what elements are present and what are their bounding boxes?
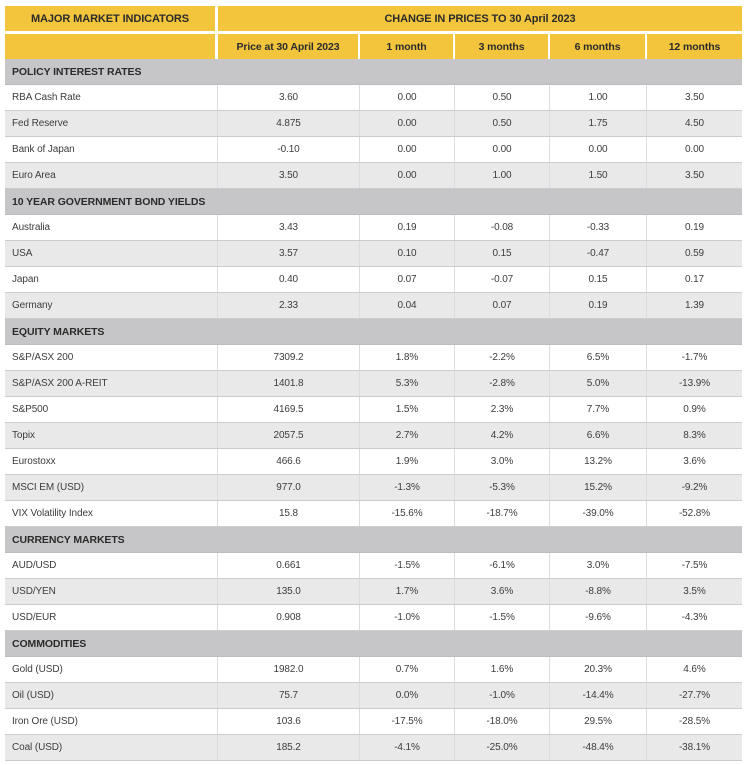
change-in-prices-header: CHANGE IN PRICES TO 30 April 2023	[218, 6, 742, 31]
value-cell: 29.5%	[550, 709, 647, 734]
value-cell: 3.50	[684, 92, 705, 103]
value-cell: 3.43	[218, 215, 360, 240]
value-cell: -1.3%	[360, 475, 455, 500]
table-row	[5, 605, 742, 631]
value-cell: 0.908	[218, 605, 360, 630]
table-row	[5, 683, 742, 709]
value-cell: -28.5%	[678, 716, 711, 727]
value-cell: 0.40	[218, 267, 360, 292]
value-cell: 7309.2	[218, 345, 360, 370]
value-cell: 15.2%	[550, 475, 647, 500]
row-label: Bank of Japan	[5, 137, 218, 162]
value-cell: -14.4%	[550, 683, 647, 708]
value-cell: -39.0%	[550, 501, 647, 526]
table-row	[5, 657, 742, 683]
value-cell: -48.4%	[550, 735, 647, 760]
value-cell: 0.19	[684, 222, 705, 233]
value-cell: 2.7%	[360, 423, 455, 448]
value-cell: 0.7%	[360, 657, 455, 682]
value-cell: 0.17	[684, 274, 705, 285]
value-cell: 1.6%	[455, 657, 550, 682]
value-cell: -9.2%	[681, 482, 708, 493]
value-cell: 0.50	[455, 111, 550, 136]
value-cell: -15.6%	[360, 501, 455, 526]
value-cell: 4.875	[218, 111, 360, 136]
value-cell: 15.8	[218, 501, 360, 526]
value-cell: 1.5%	[360, 397, 455, 422]
value-cell: -27.7%	[678, 690, 711, 701]
row-label: Euro Area	[5, 163, 218, 188]
value-cell: 0.9%	[683, 404, 706, 415]
column-header-3-months: 3 months	[455, 34, 550, 59]
section-header-policy-interest-rates: POLICY INTEREST RATES	[5, 59, 742, 85]
value-cell: 8.3%	[683, 430, 706, 441]
value-cell: -2.8%	[455, 371, 550, 396]
table-row	[5, 111, 742, 137]
table-title-row	[5, 6, 742, 31]
value-cell: 20.3%	[550, 657, 647, 682]
value-cell: 185.2	[218, 735, 360, 760]
row-label: USD/YEN	[5, 579, 218, 604]
value-cell: 4.6%	[683, 664, 706, 675]
value-cell: -17.5%	[360, 709, 455, 734]
value-cell: -0.10	[218, 137, 360, 162]
row-label: S&P/ASX 200 A-REIT	[5, 371, 218, 396]
value-cell: 0.59	[684, 248, 705, 259]
value-cell: 0.0%	[360, 683, 455, 708]
row-label: S&P500	[5, 397, 218, 422]
value-cell: -0.47	[550, 241, 647, 266]
table-row	[5, 735, 742, 761]
value-cell: 4169.5	[218, 397, 360, 422]
value-cell: 1.50	[550, 163, 647, 188]
row-label: Australia	[5, 215, 218, 240]
value-cell: 0.00	[360, 111, 455, 136]
value-cell: -52.8%	[678, 508, 711, 519]
value-cell: -25.0%	[455, 735, 550, 760]
table-row	[5, 579, 742, 605]
value-cell: 0.00	[455, 137, 550, 162]
value-cell: -18.7%	[455, 501, 550, 526]
value-cell: 2057.5	[218, 423, 360, 448]
value-cell: 3.6%	[455, 579, 550, 604]
value-cell: 0.15	[455, 241, 550, 266]
row-label: AUD/USD	[5, 553, 218, 578]
value-cell: 0.19	[360, 215, 455, 240]
value-cell: 3.60	[218, 85, 360, 110]
table-row	[5, 423, 742, 449]
row-label: Germany	[5, 293, 218, 318]
table-row	[5, 501, 742, 527]
value-cell: 0.07	[360, 267, 455, 292]
value-cell: 7.7%	[550, 397, 647, 422]
value-cell: -1.5%	[360, 553, 455, 578]
table-row	[5, 553, 742, 579]
table-row	[5, 137, 742, 163]
value-cell: 1401.8	[218, 371, 360, 396]
value-cell: 1.7%	[360, 579, 455, 604]
value-cell: -7.5%	[681, 560, 708, 571]
table-row	[5, 709, 742, 735]
table-row	[5, 267, 742, 293]
value-cell: 103.6	[218, 709, 360, 734]
value-cell: 1.00	[455, 163, 550, 188]
table-row	[5, 85, 742, 111]
value-cell: 0.00	[360, 163, 455, 188]
value-cell: 75.7	[218, 683, 360, 708]
value-cell: -4.3%	[681, 612, 708, 623]
value-cell: -18.0%	[455, 709, 550, 734]
value-cell: 0.661	[218, 553, 360, 578]
value-cell: 2.33	[218, 293, 360, 318]
value-cell: 3.5%	[683, 586, 706, 597]
value-cell: 0.00	[684, 144, 705, 155]
section-header-10-year-government-bond-yields: 10 YEAR GOVERNMENT BOND YIELDS	[5, 189, 742, 215]
value-cell: 3.0%	[550, 553, 647, 578]
value-cell: 466.6	[218, 449, 360, 474]
empty-header-cell	[5, 34, 218, 59]
table-row	[5, 345, 742, 371]
value-cell: 3.0%	[455, 449, 550, 474]
value-cell: 0.19	[550, 293, 647, 318]
row-label: Topix	[5, 423, 218, 448]
column-header-row	[5, 34, 742, 59]
section-header-currency-markets: CURRENCY MARKETS	[5, 527, 742, 553]
value-cell: 3.50	[684, 170, 705, 181]
row-label: S&P/ASX 200	[5, 345, 218, 370]
value-cell: -38.1%	[678, 742, 711, 753]
table-row	[5, 163, 742, 189]
row-label: Coal (USD)	[5, 735, 218, 760]
column-header-12-months: 12 months	[647, 34, 742, 59]
value-cell: -0.33	[550, 215, 647, 240]
value-cell: 0.00	[360, 85, 455, 110]
table-row	[5, 371, 742, 397]
row-label: USD/EUR	[5, 605, 218, 630]
row-label: MSCI EM (USD)	[5, 475, 218, 500]
row-label: Oil (USD)	[5, 683, 218, 708]
value-cell: 5.3%	[360, 371, 455, 396]
table-title: MAJOR MARKET INDICATORS	[5, 6, 218, 31]
value-cell: 3.57	[218, 241, 360, 266]
value-cell: 6.5%	[550, 345, 647, 370]
value-cell: 0.04	[360, 293, 455, 318]
value-cell: 977.0	[218, 475, 360, 500]
value-cell: 3.50	[218, 163, 360, 188]
value-cell: 1.8%	[360, 345, 455, 370]
table-body	[5, 59, 742, 761]
value-cell: 5.0%	[550, 371, 647, 396]
section-header-equity-markets: EQUITY MARKETS	[5, 319, 742, 345]
value-cell: 135.0	[218, 579, 360, 604]
market-indicators-table	[5, 6, 742, 761]
value-cell: -1.5%	[455, 605, 550, 630]
value-cell: -0.07	[455, 267, 550, 292]
value-cell: -2.2%	[455, 345, 550, 370]
row-label: Iron Ore (USD)	[5, 709, 218, 734]
value-cell: -1.0%	[455, 683, 550, 708]
value-cell: -4.1%	[360, 735, 455, 760]
table-row	[5, 397, 742, 423]
column-header-6-months: 6 months	[550, 34, 647, 59]
row-label: Fed Reserve	[5, 111, 218, 136]
value-cell: 3.6%	[683, 456, 706, 467]
row-label: Gold (USD)	[5, 657, 218, 682]
value-cell: 2.3%	[455, 397, 550, 422]
row-label: RBA Cash Rate	[5, 85, 218, 110]
value-cell: 0.00	[550, 137, 647, 162]
value-cell: 0.07	[455, 293, 550, 318]
row-label: Japan	[5, 267, 218, 292]
table-row	[5, 215, 742, 241]
value-cell: 1982.0	[218, 657, 360, 682]
value-cell: -9.6%	[550, 605, 647, 630]
value-cell: -13.9%	[678, 378, 711, 389]
value-cell: 6.6%	[550, 423, 647, 448]
row-label: USA	[5, 241, 218, 266]
table-row	[5, 475, 742, 501]
row-label: VIX Volatility Index	[5, 501, 218, 526]
table-row	[5, 449, 742, 475]
column-header-price: Price at 30 April 2023	[218, 34, 360, 59]
table-row	[5, 293, 742, 319]
value-cell: -1.0%	[360, 605, 455, 630]
value-cell: 1.75	[550, 111, 647, 136]
value-cell: 1.39	[684, 300, 705, 311]
value-cell: 13.2%	[550, 449, 647, 474]
value-cell: 1.00	[550, 85, 647, 110]
column-header-1-month: 1 month	[360, 34, 455, 59]
row-label: Eurostoxx	[5, 449, 218, 474]
value-cell: 1.9%	[360, 449, 455, 474]
value-cell: -5.3%	[455, 475, 550, 500]
section-header-commodities: COMMODITIES	[5, 631, 742, 657]
value-cell: 0.50	[455, 85, 550, 110]
value-cell: -0.08	[455, 215, 550, 240]
table-row	[5, 241, 742, 267]
value-cell: -6.1%	[455, 553, 550, 578]
value-cell: -8.8%	[550, 579, 647, 604]
value-cell: 4.2%	[455, 423, 550, 448]
value-cell: 0.15	[550, 267, 647, 292]
value-cell: -1.7%	[681, 352, 708, 363]
value-cell: 0.10	[360, 241, 455, 266]
value-cell: 4.50	[684, 118, 705, 129]
value-cell: 0.00	[360, 137, 455, 162]
